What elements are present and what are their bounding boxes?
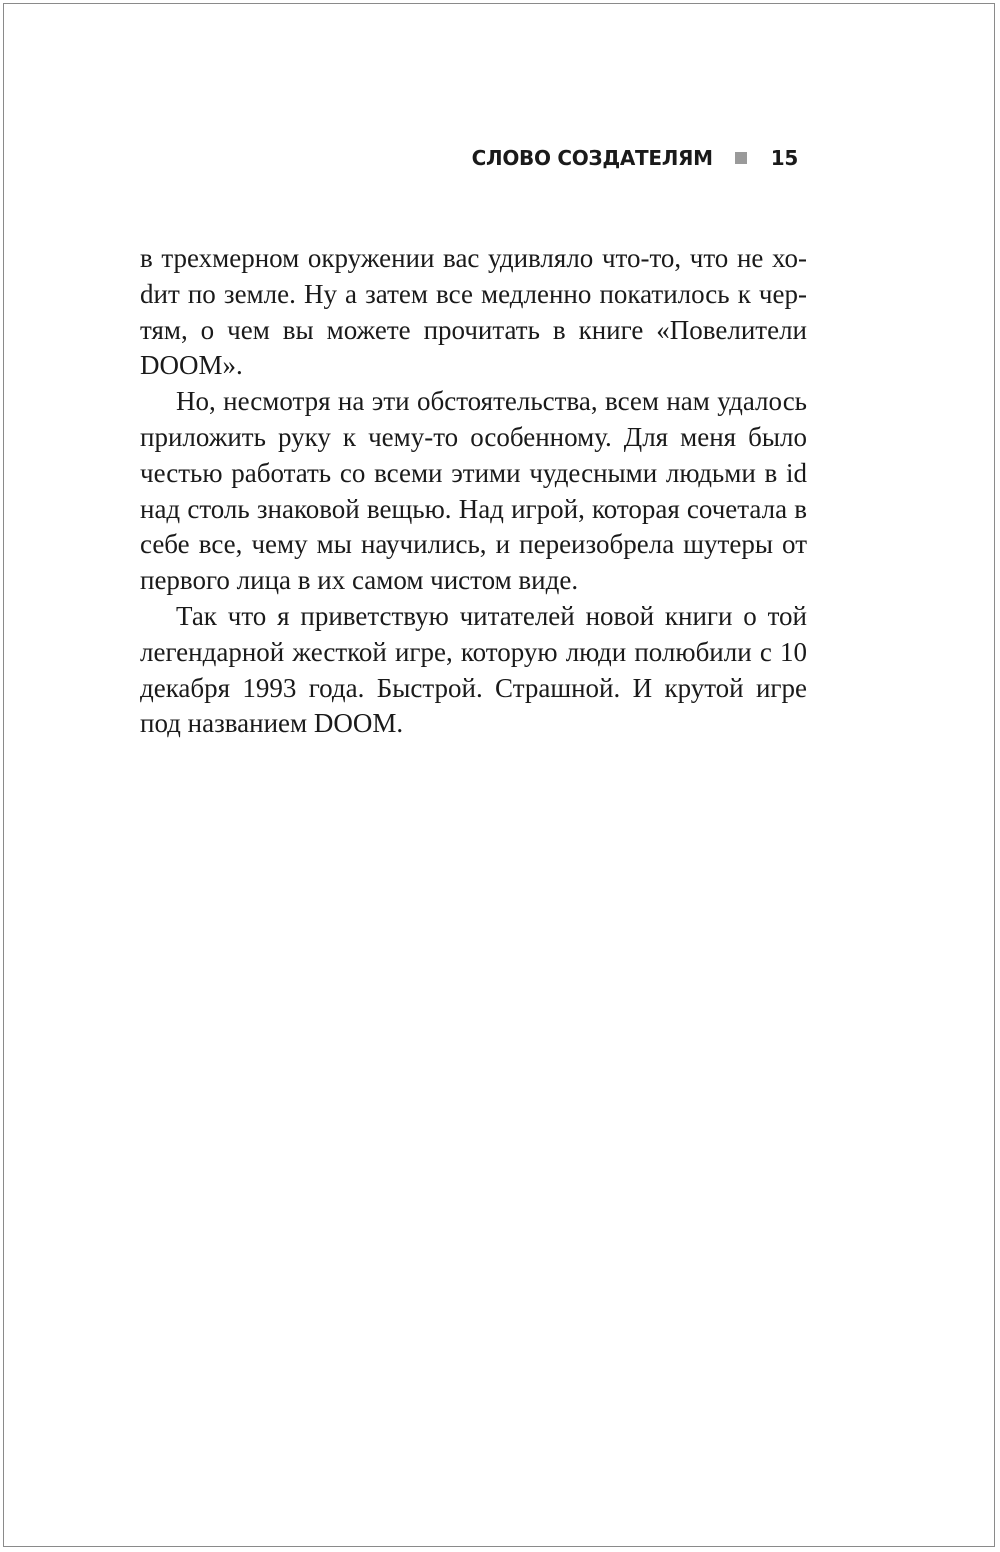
paragraph: в трехмерном окружении вас удивляло что-то, что не хоdит по земле. Ну а затем все медленно покатилось к чертям, о чем вы можете прочитать в книге «Повелители DOOM». [140,243,807,381]
page-number: 15 [770,146,798,170]
body-text [140,241,807,742]
square-marker-icon [735,152,747,164]
running-header [472,146,798,170]
paragraph: Так что я приветствую читателей новой книги о той легендарной жесткой игре, которую люди полюбили с 10 декабря 1993 года. Быстрой. Страшной. И крутой игре под названием DOOM. [140,600,807,739]
book-page [3,3,995,1547]
section-title: СЛОВО СОЗДАТЕЛЯМ [471,146,713,170]
paragraph: Но, несмотря на эти обстоятельства, всем нам удалось приложить руку к чему-то особенному. Для меня было честью работать со всеми этими чудесными людьми в id над столь знаковой вещью. Над игрой, которая сочетала в себе все, чему мы научились, и переизобрела шутеры от первого лица в их самом чистом виде. [140,386,807,596]
